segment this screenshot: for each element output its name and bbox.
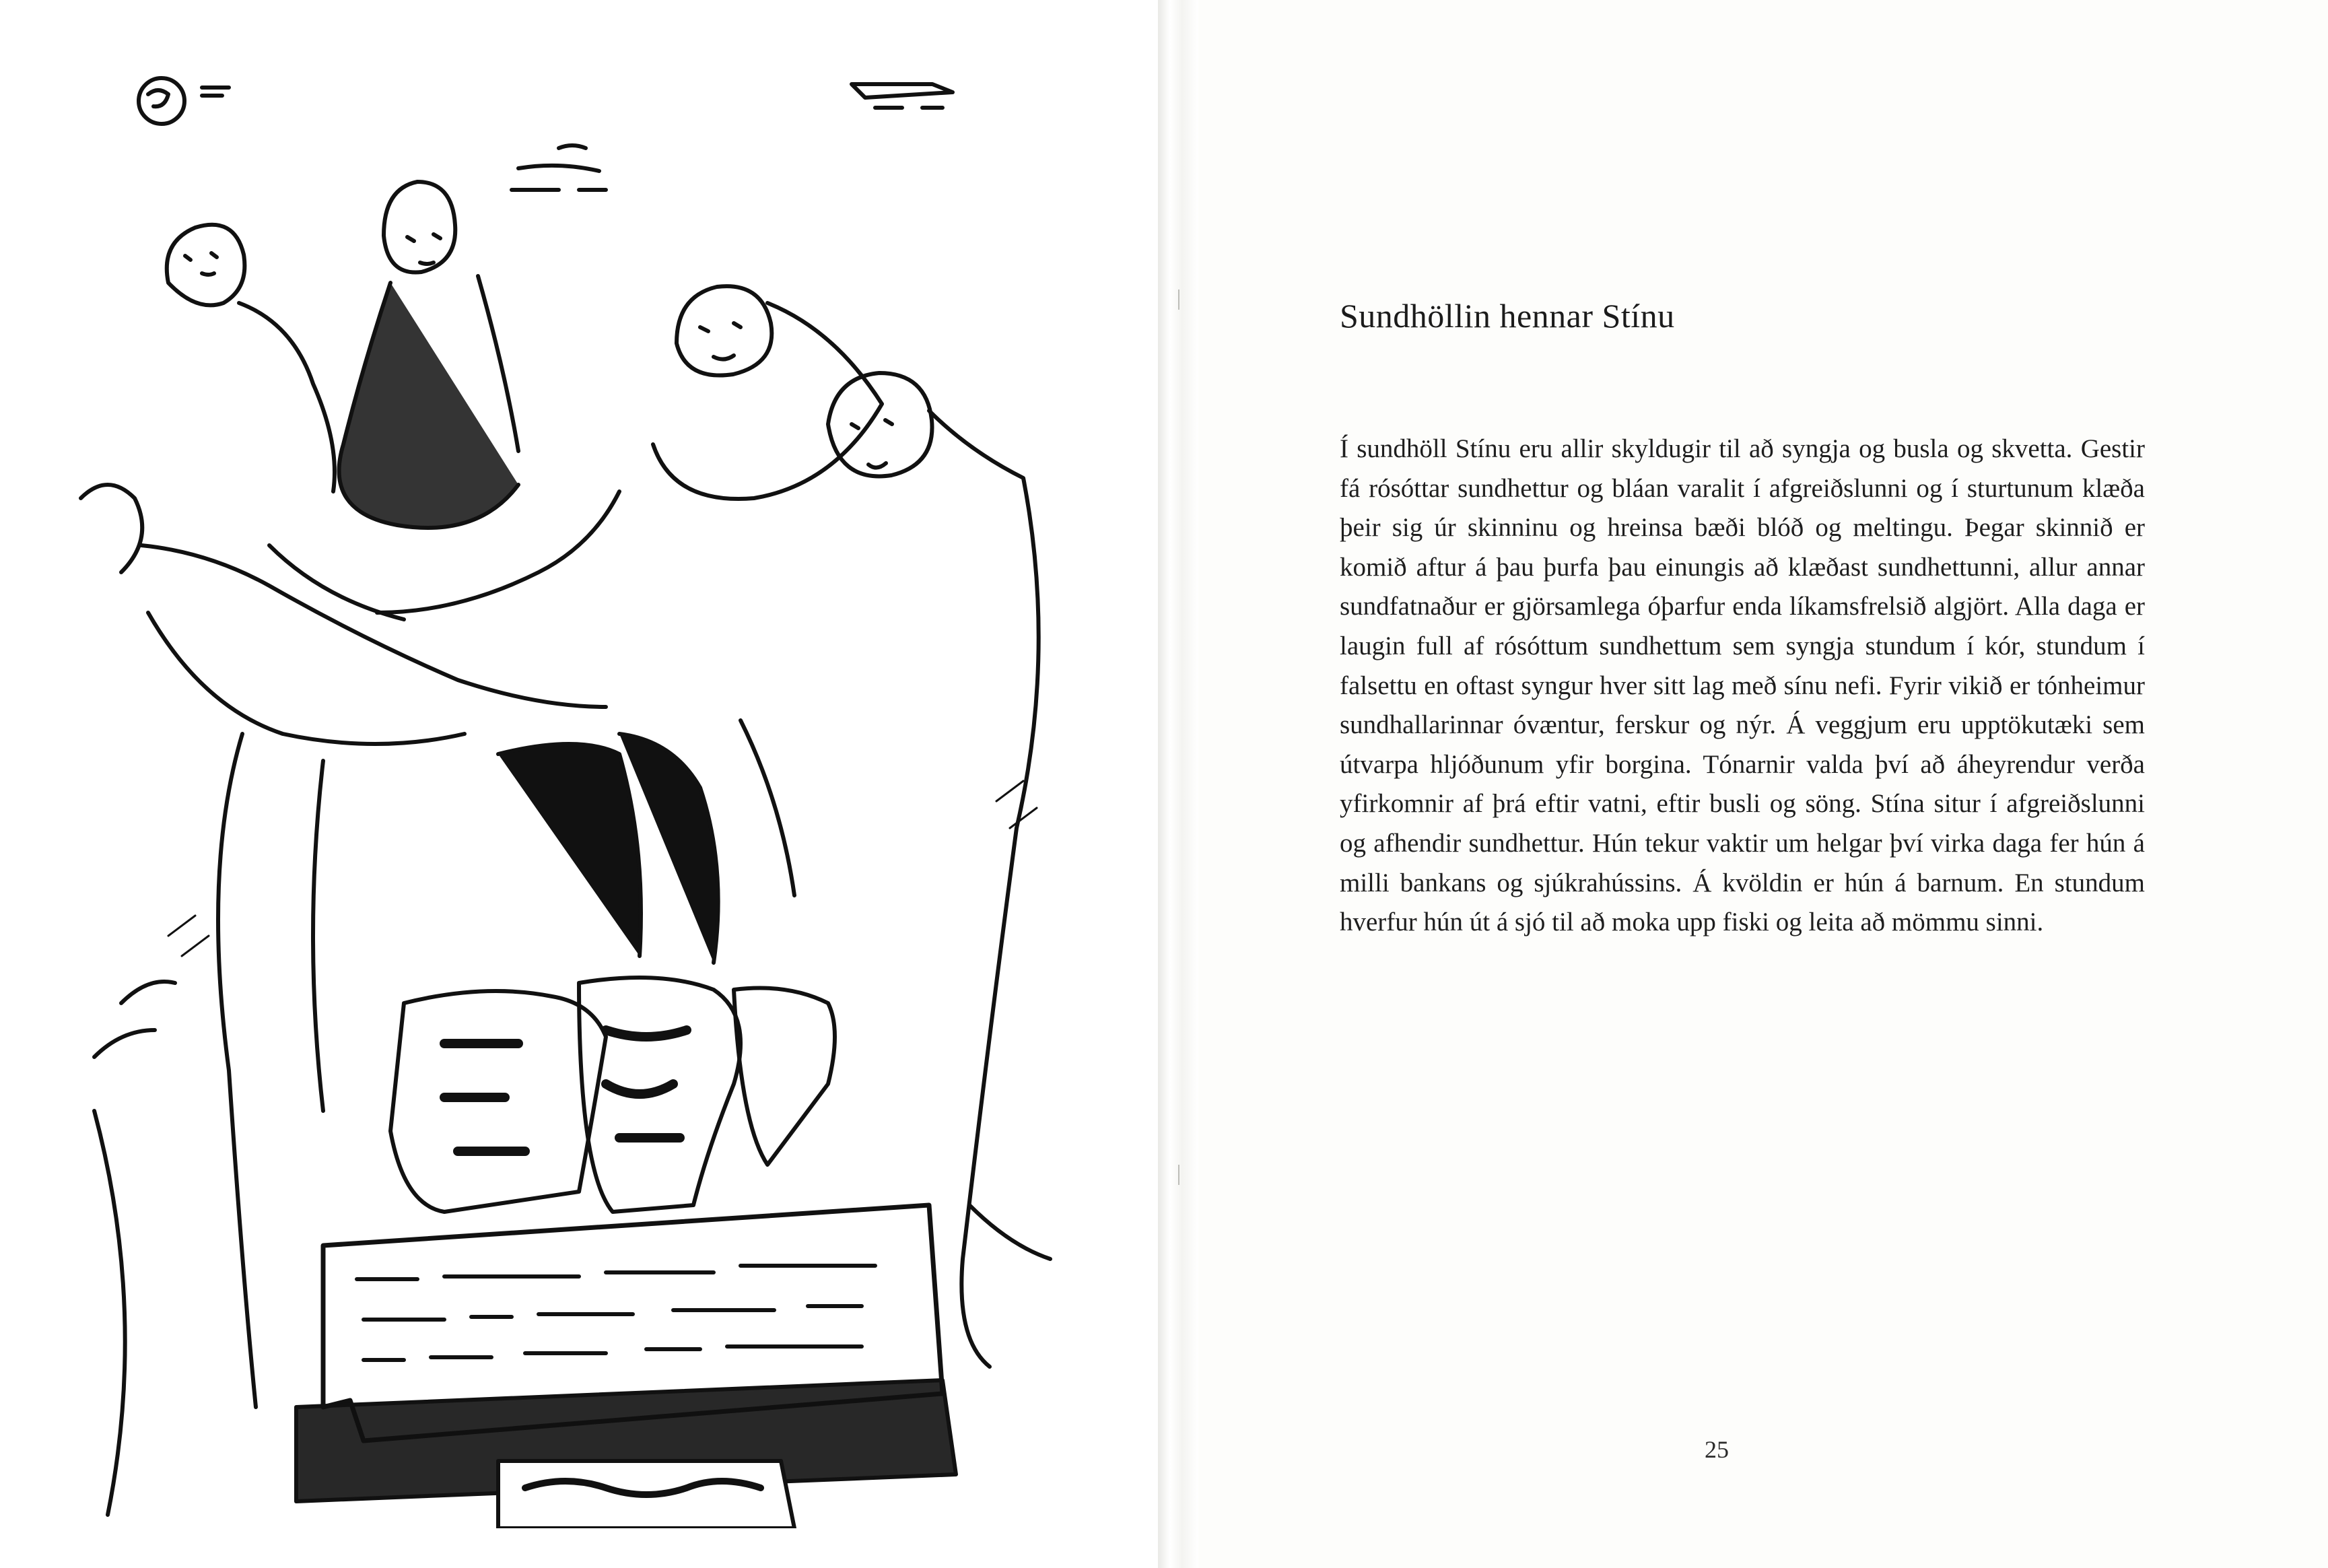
scan-mark [1178, 1165, 1179, 1185]
chapter-title: Sundhöllin hennar Stínu [1340, 297, 1675, 335]
page-number: 25 [1705, 1436, 1729, 1463]
scan-mark [1178, 289, 1179, 310]
chapter-body-text: Í sundhöll Stínu eru allir skyldugir til að syngja og busla og skvetta. Gestir fá rósóttar sundhettur og bláan varalit í afgreiðslunni og í sturtunum klæða þeir sig úr skinninu og hreinsa bæði blóð og meltingu. Þegar skinnið er komið aftur á þau þurfa þau einungis að klæðast sundhettunni, allur annar sundfatnaður er gjörsamlega óþarfur enda líkamsfrelsið algjört. Alla daga er laugin full af rósóttum sundhettum sem syngja stundum í kór, stundum í falsettu en oftast syngur hver sitt lag með sínu nefi. Fyrir vikið er tónheimur sundhallarinnar óvæntur, ferskur og nýr. Á veggjum eru upptökutæki sem útvarpa hljóðunum yfir borgina. Tónarnir valda því að áheyrendur verða yfirkomnir af þrá eftir vatni, eftir busli og söng. Stína situr í afgreiðslunni og afhendir sundhettur. Hún tekur vaktir um helgar því virka daga fer hún á milli bankans og sjúkrahússins. Á kvöldin er hún á barnum. En stundum hverfur hún út á sjó til að moka upp fiski og leita að mömmu sinni. [1340, 434, 2145, 937]
ink-drawing-illustration [67, 61, 1118, 1528]
book-gutter [1158, 0, 1198, 1568]
left-page [0, 0, 1158, 1568]
